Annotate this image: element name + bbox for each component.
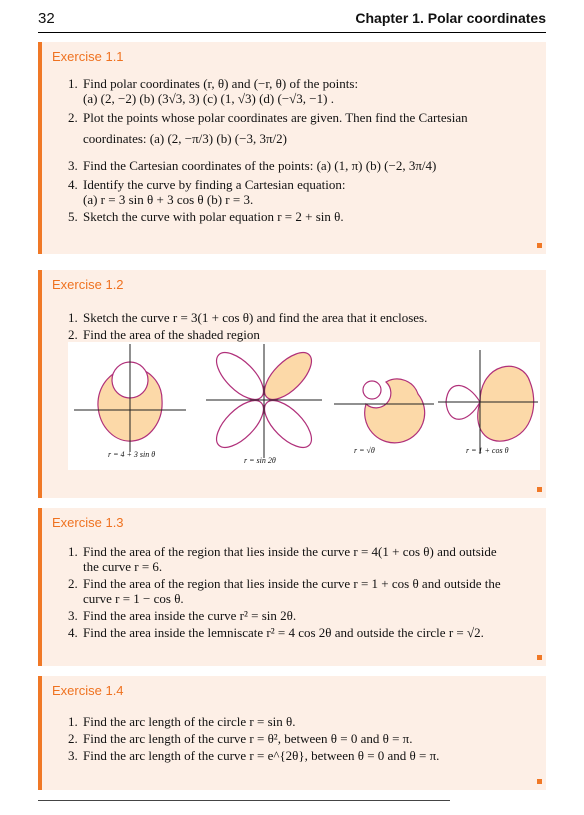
list-item: 3. Find the area inside the curve r² = sin 2θ. xyxy=(68,608,297,623)
end-mark xyxy=(537,655,542,660)
exercise-title: Exercise 1.4 xyxy=(52,683,124,698)
end-mark xyxy=(537,779,542,784)
page-header xyxy=(38,10,546,33)
caption-spiral: r = √θ xyxy=(354,446,375,455)
list-item: 3. Find the Cartesian coordinates of the points: (a) (1, π) (b) (−2, 3π/4) xyxy=(68,158,437,173)
caption-cardioid: r = 1 + cos θ xyxy=(466,446,509,455)
list-item: 3. Find the arc length of the curve r = e^{2θ}, between θ = 0 and θ = π. xyxy=(68,748,440,763)
caption-limacon: r = 4 + 3 sin θ xyxy=(108,450,156,459)
exercise-title: Exercise 1.2 xyxy=(52,277,124,292)
exercise-box-1 xyxy=(38,42,546,254)
polar-figures xyxy=(68,342,540,470)
list-item: 1. Find the area of the region that lies inside the curve r = 4(1 + cos θ) and outside the curve r = 6. xyxy=(68,544,497,574)
plot-cardioid xyxy=(438,350,538,454)
list-item: 2. Find the area of the shaded region xyxy=(68,327,260,342)
exercise-box-4 xyxy=(38,676,546,790)
end-mark xyxy=(537,487,542,492)
exercise-list xyxy=(68,544,538,642)
list-item: 2. Find the arc length of the curve r = θ², between θ = 0 and θ = π. xyxy=(68,731,413,746)
list-item: 1. Sketch the curve r = 3(1 + cos θ) and find the area that it encloses. xyxy=(68,310,428,325)
list-item: 2. Find the area of the region that lies inside the curve r = 1 + cos θ and outside the curve r = 1 − cos θ. xyxy=(68,576,501,606)
plot-rose xyxy=(206,344,322,458)
end-mark xyxy=(537,243,542,248)
exercise-title: Exercise 1.3 xyxy=(52,515,124,530)
plot-limacon xyxy=(74,344,186,452)
chapter-title: Chapter 1. Polar coordinates xyxy=(355,10,546,26)
exercise-box-3 xyxy=(38,508,546,666)
list-item: 1. Find polar coordinates (r, θ) and (−r, θ) of the points: (a) (2, −2) (b) (3√3, 3) (c) (1, √3) (d) (−√3, −1) . xyxy=(68,76,359,106)
exercise-list xyxy=(68,76,538,226)
list-item: 5. Sketch the curve with polar equation r = 2 + sin θ. xyxy=(68,209,344,224)
caption-rose: r = sin 2θ xyxy=(244,456,276,465)
list-item: 1. Find the arc length of the circle r = sin θ. xyxy=(68,714,296,729)
plot-spiral xyxy=(334,379,434,443)
list-item: 4. Identify the curve by finding a Cartesian equation: (a) r = 3 sin θ + 3 cos θ (b) r = 3. xyxy=(68,177,346,207)
page-number: 32 xyxy=(38,10,55,27)
exercise-title: Exercise 1.1 xyxy=(52,49,124,64)
footer-rule xyxy=(38,800,450,801)
exercise-list xyxy=(68,714,538,765)
list-item: 2. Plot the points whose polar coordinates are given. Then find the Cartesian coordinates: (a) (2, −π/3) (b) (−3, 3π/2) xyxy=(68,110,468,146)
exercise-list xyxy=(68,310,538,344)
list-item: 4. Find the area inside the lemniscate r² = 4 cos 2θ and outside the circle r = √2. xyxy=(68,625,484,640)
